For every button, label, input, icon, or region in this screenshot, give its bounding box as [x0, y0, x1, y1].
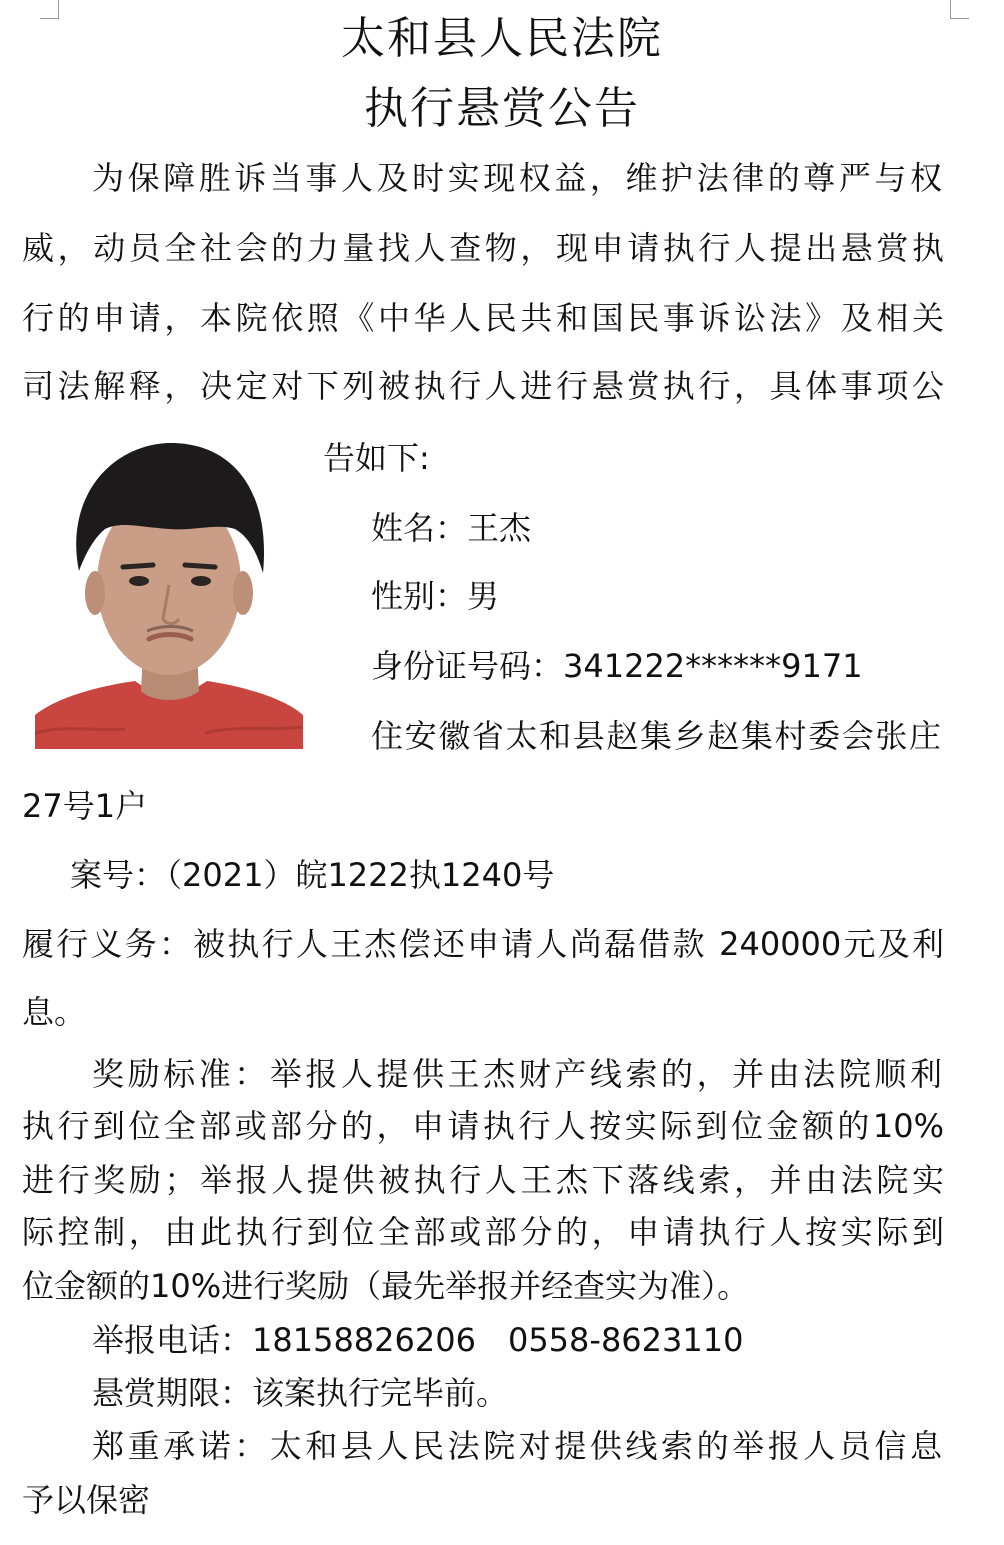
- person-photo: [35, 433, 303, 749]
- person-id-number: 身份证号码：341222******9171: [371, 647, 863, 685]
- reward-line-4: 际控制，由此执行到位全部或部分的，申请执行人按实际到: [22, 1213, 944, 1251]
- reward-line-1: 奖励标准：举报人提供王杰财产线索的，并由法院顺利: [92, 1055, 942, 1093]
- obligation-line-1: 履行义务：被执行人王杰偿还申请人尚磊借款 240000元及利: [22, 925, 944, 963]
- intro-line-5: 告如下:: [323, 439, 430, 477]
- court-title: 太和县人民法院: [341, 13, 663, 64]
- person-address-line-2: 27号1户: [22, 787, 148, 825]
- reward-line-2: 执行到位全部或部分的，申请执行人按实际到位金额的10%: [22, 1107, 944, 1145]
- intro-line-4: 司法解释，决定对下列被执行人进行悬赏执行，具体事项公: [22, 367, 944, 405]
- promise-line-2: 予以保密: [22, 1481, 151, 1519]
- intro-line-3: 行的申请，本院依照《中华人民共和国民事诉讼法》及相关: [22, 299, 944, 337]
- case-number: 案号：（2021）皖1222执1240号: [70, 856, 555, 894]
- reward-line-5: 位金额的10%进行奖励（最先举报并经查实为准）。: [22, 1267, 750, 1305]
- reward-line-3: 进行奖励；举报人提供被执行人王杰下落线索，并由法院实: [22, 1161, 944, 1199]
- person-address-line-1: 住安徽省太和县赵集乡赵集村委会张庄: [371, 717, 941, 755]
- notice-title: 执行悬赏公告: [364, 83, 640, 134]
- obligation-line-2: 息。: [22, 993, 87, 1031]
- reward-period: 悬赏期限：该案执行完毕前。: [92, 1374, 509, 1412]
- report-phone: 举报电话：18158826206 0558-8623110: [92, 1321, 744, 1359]
- intro-line-1: 为保障胜诉当事人及时实现权益，维护法律的尊严与权: [92, 159, 942, 197]
- promise-line-1: 郑重承诺：太和县人民法院对提供线索的举报人员信息: [92, 1427, 942, 1465]
- person-name: 姓名：王杰: [371, 509, 532, 547]
- person-gender: 性别：男: [371, 577, 500, 615]
- intro-line-2: 威，动员全社会的力量找人查物，现申请执行人提出悬赏执: [22, 229, 944, 267]
